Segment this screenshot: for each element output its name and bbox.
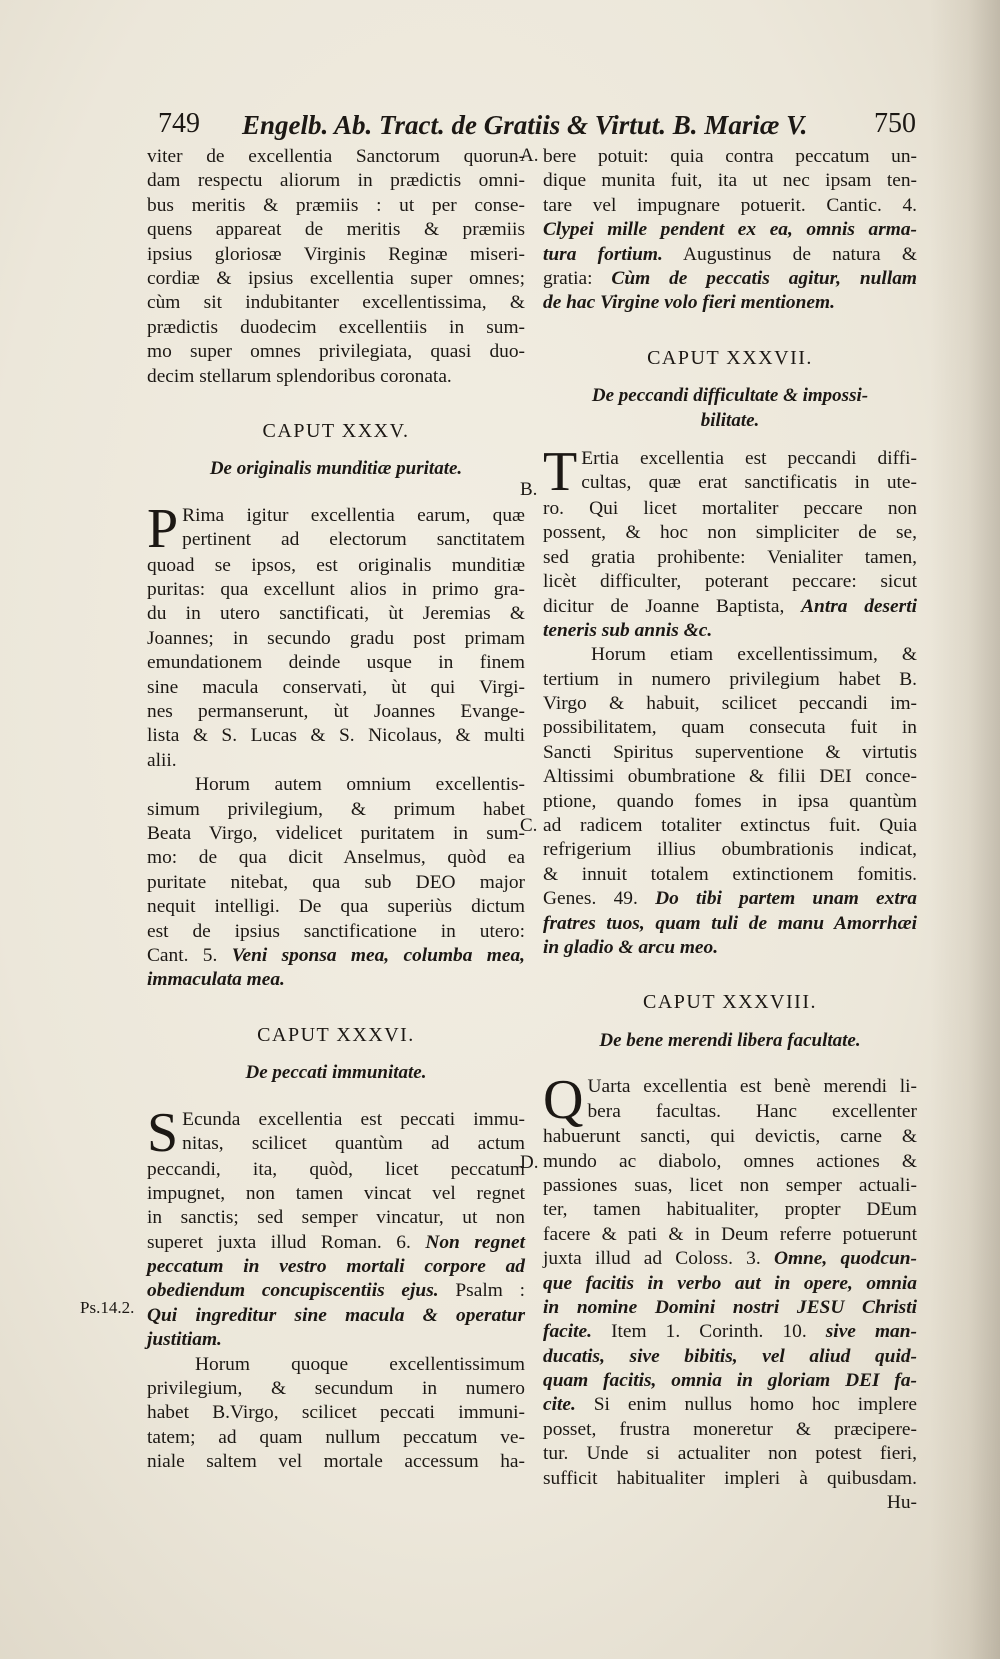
text-line: Uarta excellentia est benè merendi li- — [587, 1076, 917, 1098]
chapter-36-paragraph-2 — [147, 1353, 525, 1475]
scripture-quote: sive man- — [825, 1321, 917, 1343]
scripture-quote: ducatis, sive bibitis, vel aliud quid- — [543, 1345, 917, 1367]
text-line: sine macula conservati, ùt qui Virgi- — [147, 676, 525, 698]
text-line: ad radicem totaliter extinctus fuit. Quia — [543, 815, 917, 837]
chapter-heading-36: CAPUT XXXVI. — [257, 1023, 415, 1046]
text-line: facere & pati & in Deum referre potuerunt — [543, 1223, 917, 1245]
text-line: Ecunda excellentia est peccati immu- — [182, 1108, 525, 1130]
scripture-quote: cite. — [543, 1394, 576, 1416]
text-line: niale saltem vel mortale accessum ha- — [147, 1451, 525, 1473]
text-line: tertium in numero privilegium habet B. — [543, 668, 917, 690]
text-line: decim stellarum splendoribus coronata. — [147, 365, 452, 387]
margin-letter-d: D. — [520, 1152, 539, 1173]
text-line: ipsius gloriosæ Virginis Reginæ miseri- — [147, 243, 525, 265]
text-line: Horum quoque excellentissimum — [195, 1353, 525, 1375]
chapter-subtitle-37: De peccandi difficultate & impossi- — [591, 385, 869, 407]
scripture-quote: quam facitis, omnia in gloriam DEI fa- — [543, 1370, 917, 1392]
text-line: cordiæ & ipsius excellentia super omnes; — [147, 267, 525, 289]
chapter-37-paragraph-2 — [543, 643, 917, 960]
running-title: Engelb. Ab. Tract. de Gratiis & Virtut. B. Mariæ V. — [242, 110, 808, 140]
margin-letter-c: C. — [520, 815, 538, 836]
margin-letter-a: A. — [520, 145, 539, 166]
drop-cap: P — [147, 497, 179, 560]
scripture-quote: fratres tuos, quam tuli de manu Amorrhæi — [543, 912, 917, 934]
scripture-quote: Omne, quodcun- — [773, 1248, 917, 1270]
chapter-subtitle-38: De bene merendi libera facultate. — [599, 1029, 861, 1051]
scripture-quote: peccatum in vestro mortali corpore ad — [147, 1256, 525, 1278]
right-column — [543, 145, 917, 1515]
scripture-citation: Item 1. Corinth. 10. — [611, 1321, 807, 1343]
text-line: ptione, quando fomes in ipsa quantùm — [543, 790, 917, 812]
text-line: puritate nitebat, qua sub DEO major — [147, 871, 525, 893]
drop-cap: S — [147, 1101, 179, 1164]
scripture-quote: obediendum concupiscentiis ejus. — [147, 1280, 439, 1302]
chapter-subtitle-35: De originalis munditiæ puritate. — [209, 458, 463, 480]
text-line: cultas, quæ erat sanctificatis in ute- — [581, 472, 917, 494]
text-line: Virgo & habuit, scilicet peccandi im- — [543, 693, 917, 715]
text-fragment: Augustinus de natura & — [683, 243, 917, 265]
text-line: bus meritis & præmiis : ut per conse- — [147, 194, 525, 216]
text-line: possibilitatem, quam consecuta fuit in — [543, 717, 917, 739]
left-intro — [147, 145, 525, 389]
text-line: habuerunt sancti, qui devictis, carne & — [543, 1126, 917, 1148]
text-line: licèt difficulter, poterant peccare: sicut — [543, 571, 917, 593]
scripture-quote: tura fortium. — [543, 243, 663, 265]
text-line: in sanctis; sed semper vincatur, ut non — [147, 1207, 525, 1229]
text-line: pertinent ad electorum sanctitatem — [182, 529, 525, 551]
scripture-citation: Psalm : — [455, 1280, 525, 1302]
text-line: du in utero sanctificati, ùt Jeremias & — [147, 603, 525, 625]
text-line: mundo ac diabolo, omnes actiones & — [543, 1150, 917, 1172]
drop-cap: T — [543, 440, 578, 503]
text-line: quoad se ipsos, est originalis munditiæ — [147, 554, 525, 576]
scripture-quote: teneris sub annis &c. — [543, 619, 713, 641]
running-header — [150, 108, 918, 148]
page-fold-shadow — [930, 0, 1000, 1659]
text-line: peccandi, ita, quòd, licet peccatum — [147, 1158, 525, 1180]
text-line: viter de excellentia Sanctorum quorun- — [147, 146, 525, 167]
chapter-subtitle-37: bilitate. — [700, 409, 760, 431]
text-line: Altissimi obumbratione & filii DEI conce- — [543, 766, 917, 788]
text-line: sufficit habitualiter impleri à quibusdam. — [543, 1467, 917, 1489]
text-line: tatem; ad quam nullum peccatum ve- — [147, 1426, 525, 1448]
chapter-37-paragraph-1 — [543, 440, 917, 643]
chapter-38-paragraph-1 — [543, 1069, 917, 1515]
text-line: ter, tamen habitualiter, propter DEum — [543, 1199, 917, 1221]
text-fragment: superet juxta illud Roman. 6. — [147, 1231, 411, 1253]
text-fragment: dicitur de Joanne Baptista, — [543, 595, 785, 617]
text-line: nequit intelligi. De qua superiùs dictum — [147, 896, 525, 918]
text-line: quens appareat de meritis & præmiis — [147, 219, 525, 241]
scripture-quote: Clypei mille pendent ex ea, omnis arma- — [543, 219, 917, 241]
text-line: passiones suas, licet non semper actuali- — [543, 1174, 917, 1196]
scripture-quote: Antra deserti — [801, 595, 917, 617]
text-line: Joannes; in secundo gradu post primam — [147, 627, 525, 649]
text-line: impugnet, non tamen vincat vel regnet — [147, 1182, 525, 1204]
text-fragment: juxta illud ad Coloss. 3. — [543, 1248, 761, 1270]
text-line: cùm sit indubitanter excellentissima, & — [147, 292, 525, 314]
page-number-right: 750 — [874, 108, 916, 139]
chapter-heading-35: CAPUT XXXV. — [262, 419, 410, 442]
scripture-quote: facite. — [543, 1321, 592, 1343]
text-line: emundationem deinde usque in finem — [147, 652, 525, 674]
text-line: Beata Virgo, videlicet puritatem in sum- — [147, 823, 525, 844]
chapter-subtitle-36: De peccati immunitate. — [245, 1062, 427, 1084]
page-number-left: 749 — [158, 108, 200, 139]
chapter-36-paragraph-1 — [147, 1101, 525, 1353]
text-line: & innuit totalem extinctionem fomitis. — [543, 863, 917, 885]
chapter-35-paragraph-1 — [147, 497, 525, 774]
text-fragment: gratia: — [543, 267, 593, 289]
scripture-quote: Qui ingreditur sine macula & operatur — [147, 1304, 525, 1326]
scripture-quote: que facitis in verbo aut in opere, omnia — [543, 1272, 917, 1294]
chapter-heading-38: CAPUT XXXVIII. — [643, 991, 817, 1014]
text-line: simum privilegium, & primum habet — [147, 798, 525, 820]
text-line: sed gratia prohibente: Venialiter tamen, — [543, 546, 917, 568]
text-line: refrigerium illius obumbrationis indicat, — [543, 839, 917, 861]
text-line: ro. Qui licet mortaliter peccare non — [543, 497, 917, 519]
chapter-heading-37: CAPUT XXXVII. — [647, 346, 813, 369]
text-line: Ertia excellentia est peccandi diffi- — [581, 447, 917, 469]
left-column — [147, 145, 525, 1475]
text-line: puritas: qua excellunt alios in primo gra- — [147, 579, 525, 601]
text-line: mo super omnes privilegiata, quasi duo- — [147, 341, 525, 363]
margin-note: Ps.14.2. — [80, 1298, 135, 1317]
text-line: bera facultas. Hanc excellenter — [587, 1100, 917, 1122]
text-line: tare vel impugnare potuerit. Cantic. 4. — [543, 194, 917, 216]
text-line: lista & S. Lucas & S. Nicolaus, & multi — [147, 725, 525, 747]
text-line: Horum autem omnium excellentis- — [195, 774, 525, 796]
text-line: bere potuit: quia contra peccatum un- — [543, 146, 917, 167]
text-line: possent, & hoc non simpliciter de se, — [543, 522, 917, 544]
chapter-35-paragraph-2 — [147, 773, 525, 993]
text-line: tur. Unde si actualiter non potest fieri, — [543, 1443, 917, 1465]
scripture-quote: justitiam. — [147, 1329, 222, 1351]
right-intro — [543, 145, 917, 316]
text-line: Rima igitur excellentia earum, quæ — [182, 504, 525, 526]
text-line: posset, frustra moneretur & præcipere- — [543, 1418, 917, 1440]
text-line: mo: de qua dicit Anselmus, quòd ea — [147, 847, 525, 869]
scripture-quote: immaculata mea. — [147, 969, 285, 991]
text-line: Sancti Spiritus superventione & virtutis — [543, 741, 917, 763]
text-line: prædictis duodecim excellentiis in sum- — [147, 316, 525, 338]
scripture-quote: in nomine Domini nostri JESU Christi — [543, 1296, 917, 1318]
drop-cap: Q — [543, 1069, 584, 1132]
text-line: nes permanserunt, ùt Joannes Evange- — [147, 701, 525, 723]
catchword: Hu- — [886, 1492, 917, 1514]
text-line: habet B.Virgo, scilicet peccati immuni- — [147, 1402, 525, 1424]
text-line: alii. — [147, 749, 177, 771]
scripture-quote: in gladio & arcu meo. — [543, 936, 719, 958]
scripture-quote: Cùm de peccatis agitur, nullam — [611, 267, 917, 289]
scripture-quote: Non regnet — [425, 1231, 525, 1253]
text-line: dam respectu aliorum in prædictis omni- — [147, 170, 525, 192]
text-line: nitas, scilicet quantùm ad actum — [182, 1132, 525, 1154]
text-fragment: Si enim nullus homo hoc implere — [593, 1394, 917, 1416]
scripture-quote: de hac Virgine volo fieri mentionem. — [543, 292, 835, 314]
scripture-citation: Cant. 5. — [147, 944, 218, 966]
text-line: est de ipsius sanctificatione in utero: — [147, 920, 525, 942]
scripture-quote: Veni sponsa mea, columba mea, — [231, 944, 525, 966]
scripture-citation: Genes. 49. — [543, 888, 638, 910]
text-line: dique munita fuit, ita ut nec ipsam ten- — [543, 170, 917, 192]
scripture-quote: Do tibi partem unam extra — [655, 888, 917, 910]
text-line: Horum etiam excellentissimum, & — [591, 644, 917, 666]
margin-letter-b: B. — [520, 479, 538, 500]
text-line: privilegium, & secundum in numero — [147, 1378, 525, 1400]
